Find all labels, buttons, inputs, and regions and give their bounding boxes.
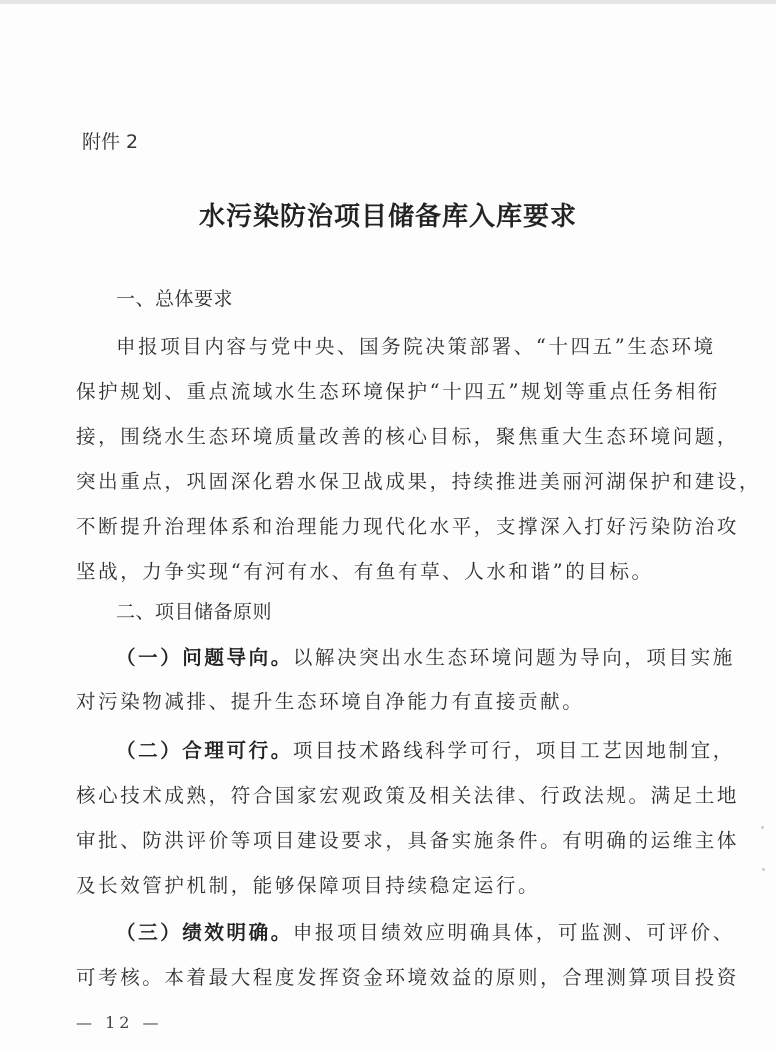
document-title: 水污染防治项目储备库入库要求 [198, 202, 577, 232]
page-number: — 12 — [76, 1013, 163, 1032]
principle-label: （二）合理可行。 [116, 739, 293, 762]
paragraph-line: 不断提升治理体系和治理能力现代化水平，支撑深入打好污染防治攻 [76, 515, 740, 538]
paragraph-line: 对污染物减排、提升生态环境自净能力有直接贡献。 [76, 690, 585, 713]
paragraph-line: 核心技术成熟，符合国家宏观政策及相关法律、行政法规。满足土地 [76, 784, 740, 807]
paragraph-line: 申报项目内容与党中央、国务院决策部署、“十四五”生态环境 [116, 335, 716, 358]
principle-text: 申报项目绩效应明确具体，可监测、可评价、 [292, 921, 735, 944]
scan-edge [0, 0, 776, 4]
paragraph-line: 及长效管护机制，能够保障项目持续稳定运行。 [76, 874, 541, 897]
principle-text: 项目技术路线科学可行，项目工艺因地制宜， [292, 739, 735, 762]
principle-label: （一）问题导向。 [116, 646, 293, 669]
scan-speck [761, 826, 764, 829]
paragraph-line: 接，围绕水生态环境质量改善的核心目标，聚焦重大生态环境问题， [76, 425, 740, 448]
scan-speck [762, 868, 765, 871]
section-heading-general: 一、总体要求 [116, 288, 234, 310]
principle-label: （三）绩效明确。 [116, 921, 293, 944]
paragraph-line: 突出重点，巩固深化碧水保卫战成果，持续推进美丽河湖保护和建设， [76, 470, 762, 493]
attachment-label: 附件 2 [82, 131, 139, 153]
principle-text: 以解决突出水生态环境问题为导向，项目实施 [292, 646, 735, 669]
principle-item-1 [116, 642, 735, 670]
paragraph-line: 保护规划、重点流域水生态环境保护“十四五”规划等重点任务相衔 [76, 380, 720, 403]
paragraph-line: 坚战，力争实现“有河有水、有鱼有草、人水和谐”的目标。 [76, 560, 654, 583]
section-heading-principles: 二、项目储备原则 [116, 601, 273, 623]
paragraph-line: 可考核。本着最大程度发挥资金环境效益的原则，合理测算项目投资 [76, 966, 740, 989]
principle-item-3 [116, 917, 735, 945]
principle-item-2 [116, 735, 735, 763]
paragraph-line: 审批、防洪评价等项目建设要求，具备实施条件。有明确的运维主体 [76, 829, 740, 852]
